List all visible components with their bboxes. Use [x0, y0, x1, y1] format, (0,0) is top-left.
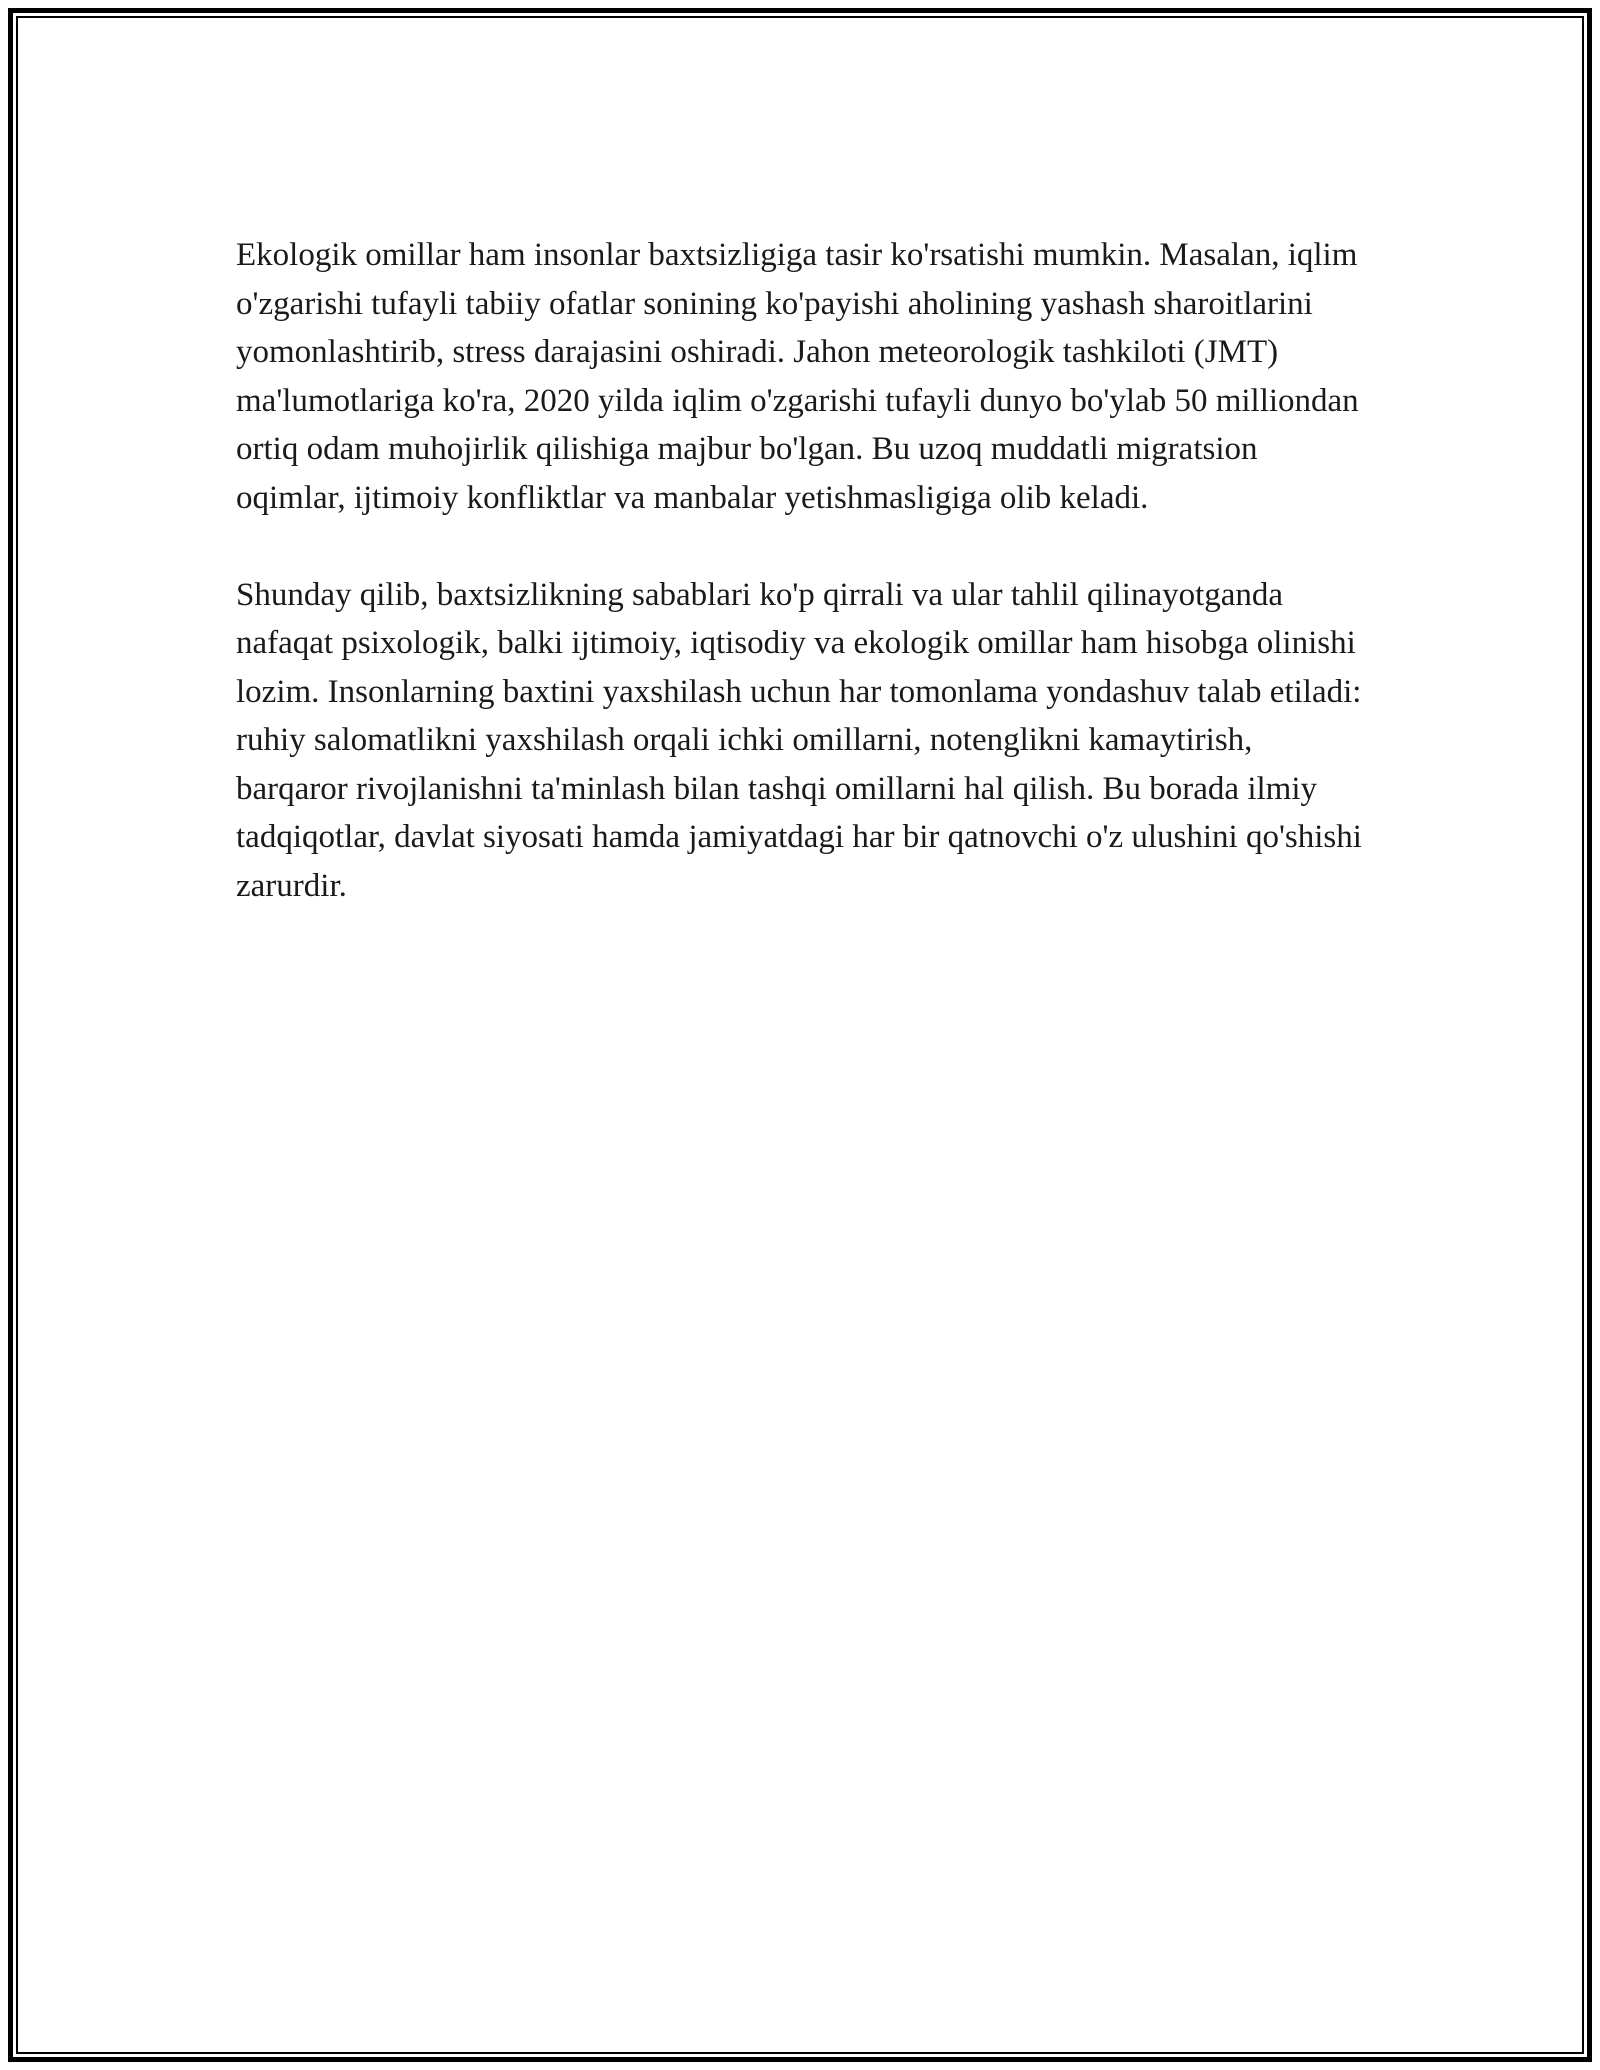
document-body — [236, 231, 1366, 910]
paragraph-conclusion: Shunday qilib, baxtsizlikning sabablari ko'p qirrali va ular tahlil qilinayotganda nafaqat psixologik, balki ijtimoiy, iqtisodiy va ekologik omillar ham hisobga olinishi lozim. Insonlarning baxtini yaxshilash uchun har tomonlama yondashuv talab etiladi: ruhiy salomatlikni yaxshilash orqali ichki omillarni, notenglikni kamaytirish, barqaror rivojlanishni ta'minlash bilan tashqi omillarni hal qilish. Bu borada ilmiy tadqiqotlar, davlat siyosati hamda jamiyatdagi har bir qatnovchi o'z ulushini qo'shishi zarurdir. — [236, 576, 1362, 904]
paragraph-ecological-factors: Ekologik omillar ham insonlar baxtsizligiga tasir ko'rsatishi mumkin. Masalan, iqlim o'zgarishi tufayli tabiiy ofatlar sonining ko'payishi aholining yashash sharoitlarini yomonlashtirib, stress darajasini oshiradi. Jahon meteorologik tashkiloti (JMT) ma'lumotlariga ko'ra, 2020 yilda iqlim o'zgarishi tufayli dunyo bo'ylab 50 milliondan ortiq odam muhojirlik qilishiga majbur bo'lgan. Bu uzoq muddatli migratsion oqimlar, ijtimoiy konfliktlar va manbalar yetishmasligiga olib keladi. — [236, 237, 1359, 516]
